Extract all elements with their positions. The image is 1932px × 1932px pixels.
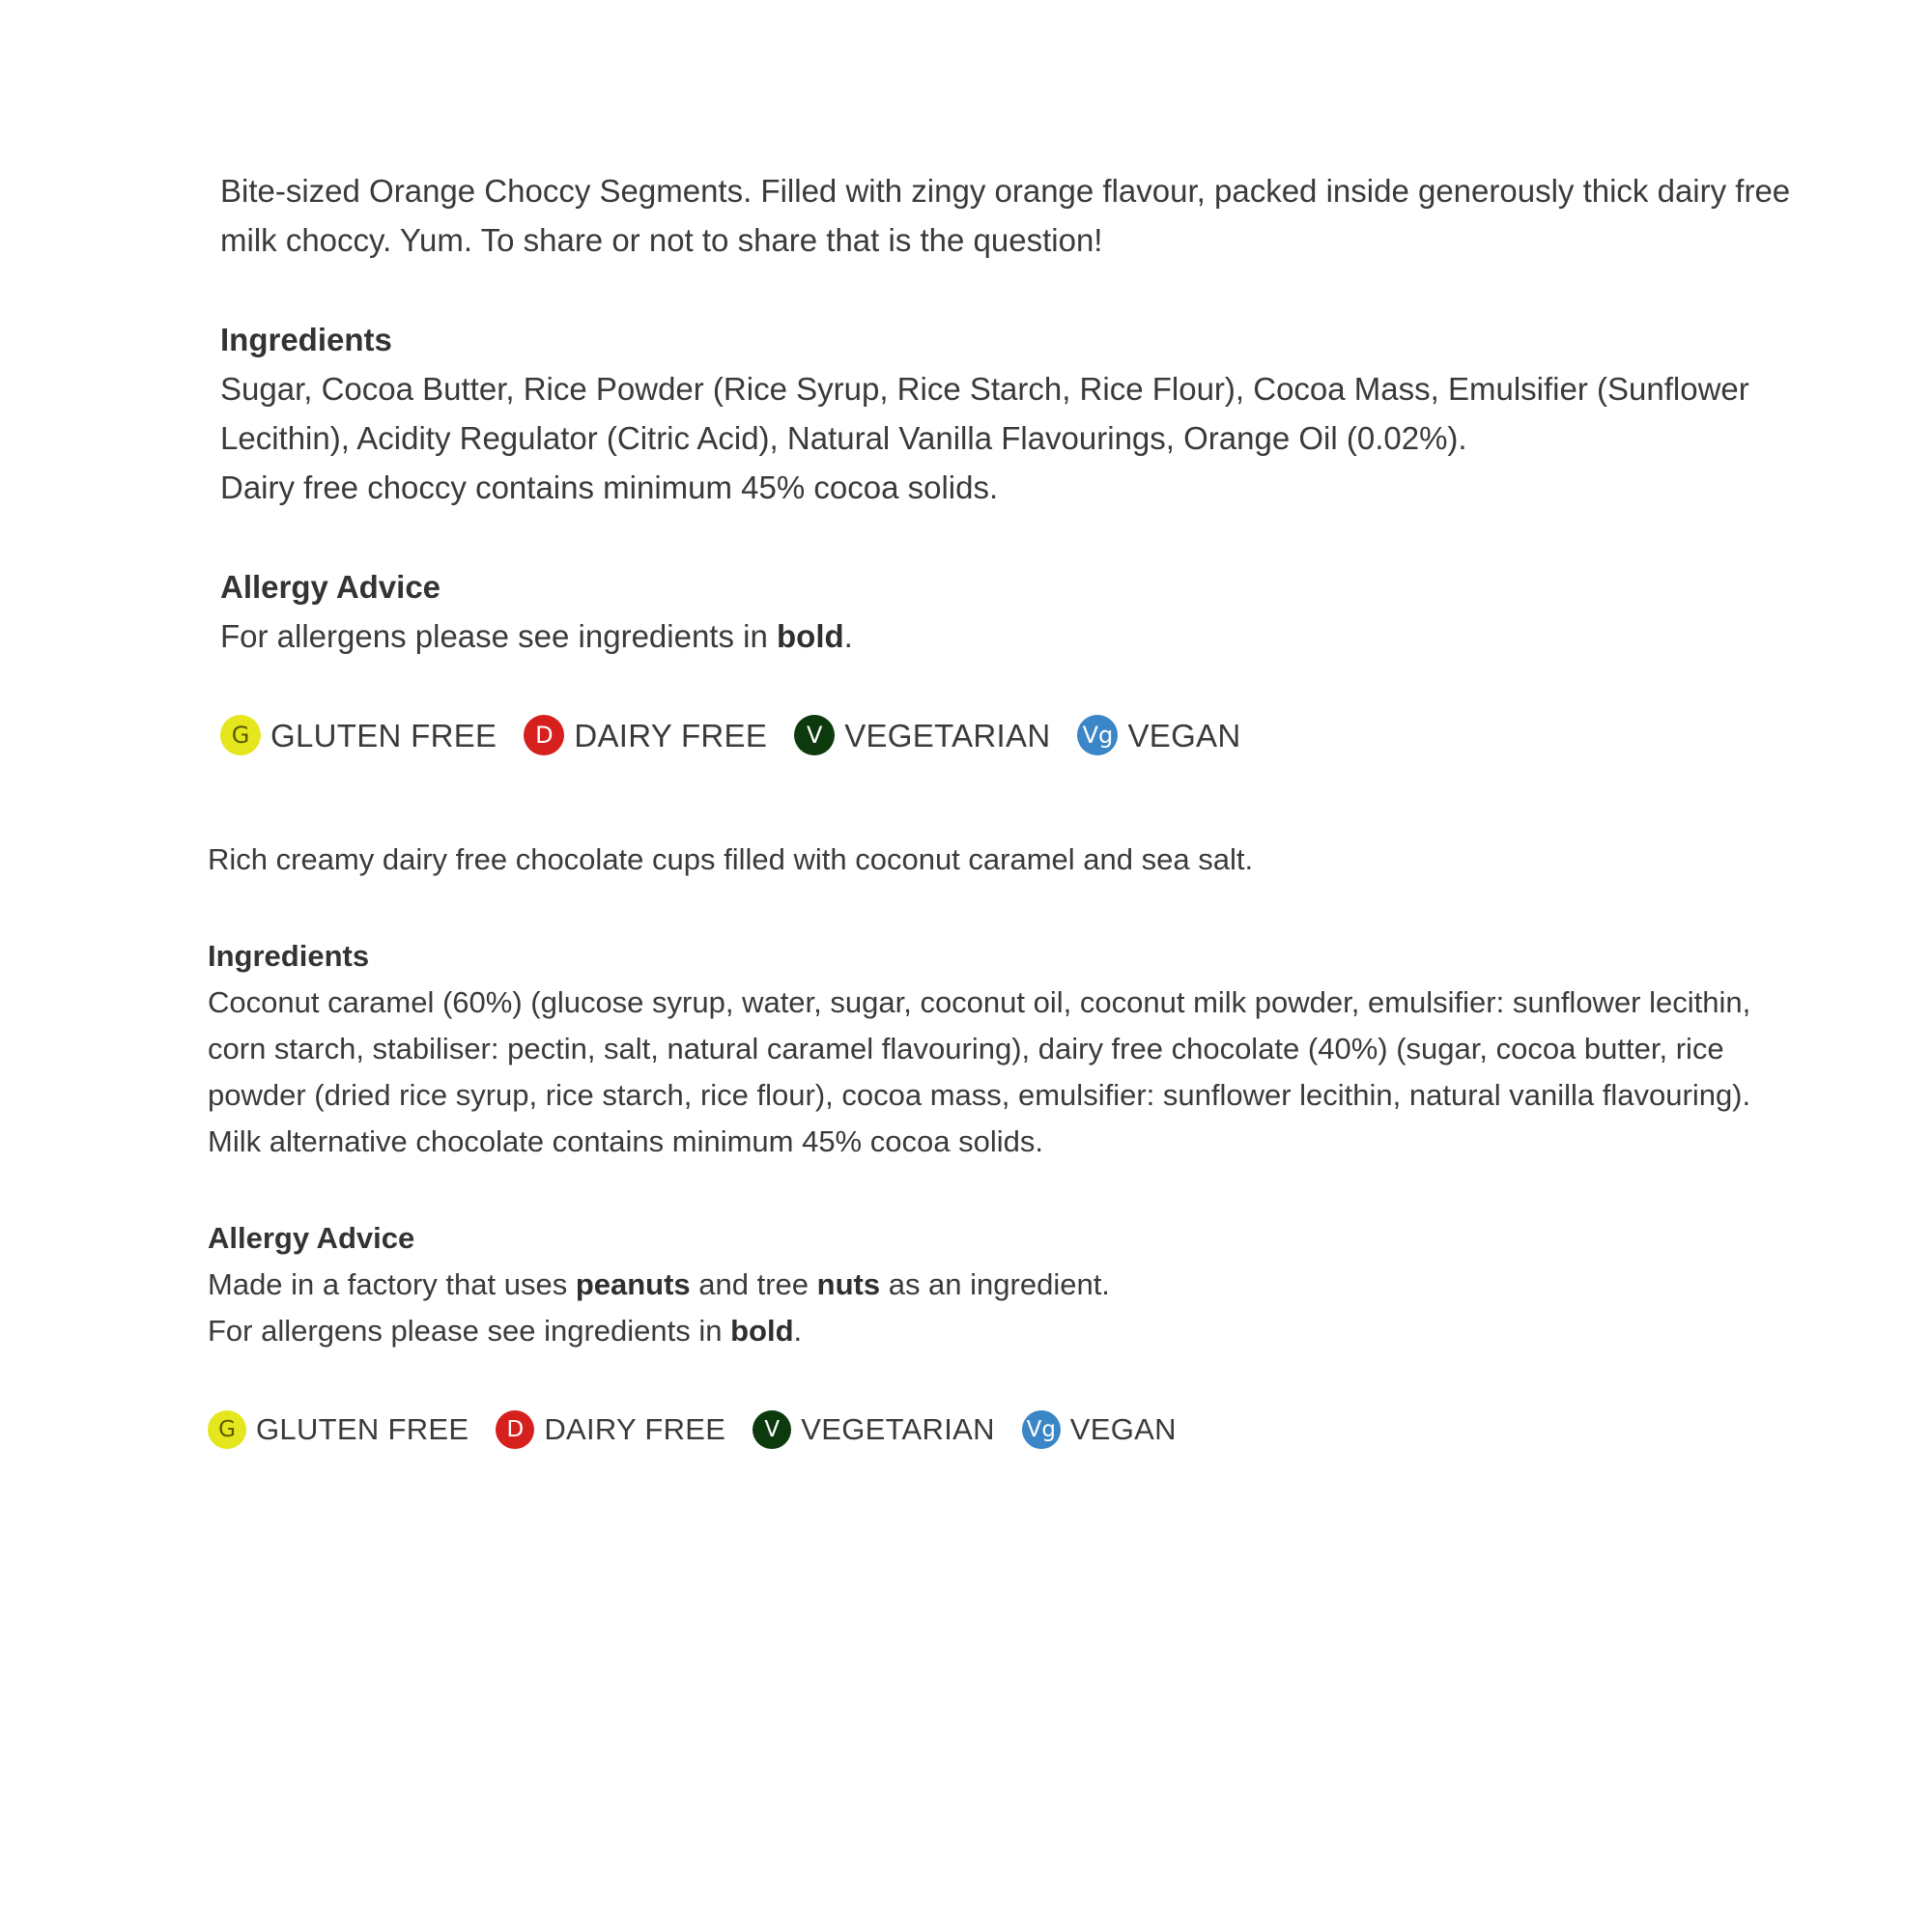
factory-text-lead: Made in a factory that uses [208, 1267, 576, 1301]
badge-label: VEGAN [1069, 1412, 1177, 1446]
diet-badges [208, 1406, 1850, 1453]
badge-vegetarian [753, 1406, 995, 1453]
ingredients-text: Sugar, Cocoa Butter, Rice Powder (Rice Syrup, Rice Starch, Rice Flour), Cocoa Mass, Emulsifier (Sunflower Lecithin), Acidity Regulator (Citric Acid), Natural Vanilla Flavourings, Orange Oil (0.02%). [220, 371, 1749, 456]
allergy-text [208, 1308, 1850, 1354]
dairy-free-icon: D [496, 1410, 534, 1449]
factory-text-end: as an ingredient. [880, 1267, 1110, 1301]
badge-label: GLUTEN FREE [256, 1412, 469, 1446]
product-description-orange-segments [220, 166, 1862, 759]
badge-vegan [1077, 711, 1240, 760]
allergy-text-lead: For allergens please see ingredients in [220, 618, 778, 654]
ingredients-heading: Ingredients [208, 939, 370, 973]
badge-dairy-free [496, 1406, 725, 1453]
badge-label: DAIRY FREE [574, 717, 768, 753]
allergen-nuts: nuts [816, 1267, 881, 1301]
ingredients-heading: Ingredients [220, 322, 392, 357]
ingredients-text: Coconut caramel (60%) (glucose syrup, water, sugar, coconut oil, coconut milk powder, emulsifier: sunflower lecithin, corn starch, stabiliser: pectin, salt, natural caramel flavouring), dairy free chocolate (40%) (sugar, cocoa butter, rice powder (dried rice syrup, rice starch, rice flour), cocoa mass, emulsifier: sunflower lecithin, natural vanilla flavouring). [208, 985, 1751, 1112]
allergy-bold-word: bold [730, 1314, 794, 1348]
diet-badges [220, 711, 1862, 759]
product-description: Bite-sized Orange Choccy Segments. Filled with zingy orange flavour, packed inside generously thick dairy free milk choccy. Yum. To share or not to share that is the question! [220, 173, 1791, 258]
vegetarian-icon: V [794, 715, 835, 755]
badge-label: GLUTEN FREE [270, 717, 497, 753]
allergy-text-end: . [793, 1314, 803, 1348]
vegan-icon: Vg [1022, 1410, 1061, 1449]
cocoa-solids-note: Dairy free choccy contains minimum 45% cocoa solids. [220, 469, 999, 505]
allergy-heading: Allergy Advice [208, 1221, 415, 1255]
gluten-free-icon: G [208, 1410, 246, 1449]
badge-vegetarian [794, 711, 1050, 760]
cocoa-solids-note: Milk alternative chocolate contains minimum 45% cocoa solids. [208, 1124, 1043, 1158]
badge-label: VEGETARIAN [844, 717, 1051, 753]
badge-dairy-free [524, 711, 767, 760]
badge-label: VEGETARIAN [801, 1412, 995, 1446]
vegan-icon: Vg [1077, 715, 1118, 755]
allergy-text [220, 611, 1862, 661]
factory-warning [208, 1262, 1850, 1308]
allergy-heading: Allergy Advice [220, 569, 441, 605]
badge-label: DAIRY FREE [544, 1412, 726, 1446]
allergen-peanuts: peanuts [575, 1267, 691, 1301]
factory-text-mid: and tree [690, 1267, 817, 1301]
product-description-caramel-cups [208, 837, 1850, 1453]
dairy-free-icon: D [524, 715, 564, 755]
product-description: Rich creamy dairy free chocolate cups filled with coconut caramel and sea salt. [208, 842, 1254, 876]
allergy-text-lead: For allergens please see ingredients in [208, 1314, 731, 1348]
allergy-bold-word: bold [777, 618, 844, 654]
gluten-free-icon: G [220, 715, 261, 755]
vegetarian-icon: V [753, 1410, 791, 1449]
allergy-text-end: . [843, 618, 853, 654]
badge-gluten-free [220, 711, 497, 760]
badge-gluten-free [208, 1406, 469, 1453]
badge-vegan [1022, 1406, 1177, 1453]
badge-label: VEGAN [1127, 717, 1241, 753]
